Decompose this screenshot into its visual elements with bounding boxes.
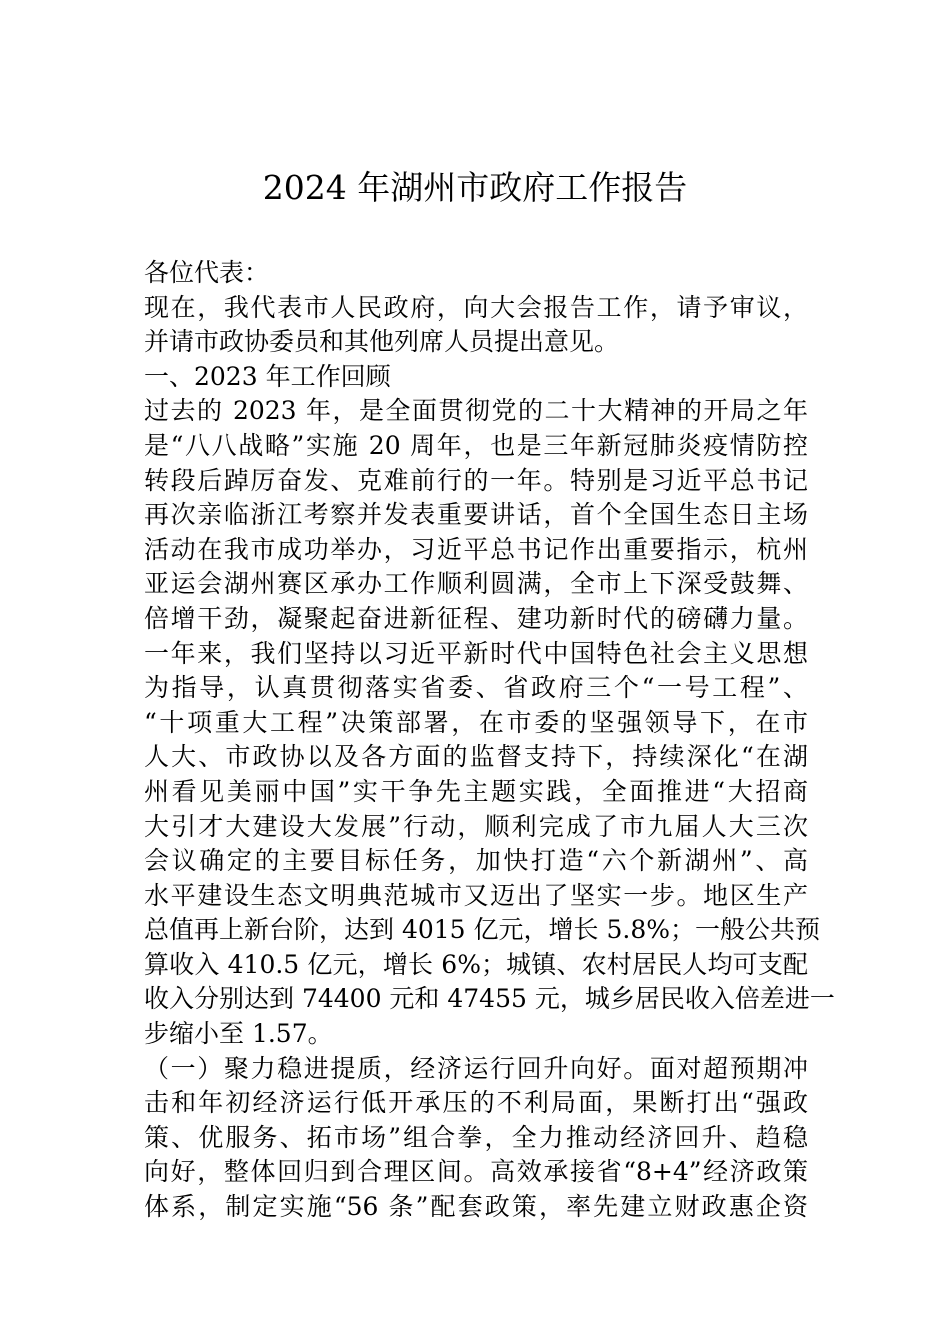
text-line: 倍增干劲，凝聚起奋进新征程、建功新时代的磅礴力量。 [144,603,808,633]
text-line: 总值再上新台阶，达到 4015 亿元，增长 5.8%；一般公共预 [144,915,820,945]
text-line: （一）聚力稳进提质，经济运行回升向好。面对超预期冲 [144,1053,808,1083]
text-line: 收入分别达到 74400 元和 47455 元，城乡居民收入倍差进一 [144,984,835,1014]
text-line: 一年来，我们坚持以习近平新时代中国特色社会主义思想 [144,638,808,668]
text-line: 人大、市政协以及各方面的监督支持下，持续深化“在湖 [144,742,808,772]
text-line: “十项重大工程”决策部署，在市委的坚强领导下，在市 [144,707,808,737]
text-line: 并请市政协委员和其他列席人员提出意见。 [144,327,620,357]
document-body [144,256,835,1225]
text-line: 是“八八战略”实施 20 周年，也是三年新冠肺炎疫情防控 [144,430,808,460]
text-line: 再次亲临浙江考察并发表重要讲话，首个全国生态日主场 [144,500,808,530]
text-line: 一、2023 年工作回顾 [144,361,391,391]
text-line: 击和年初经济运行低开承压的不利局面，果断打出“强政 [144,1088,808,1118]
text-line: 策、优服务、拓市场”组合拳，全力推动经济回升、趋稳 [144,1122,808,1152]
text-line: 向好，整体回归到合理区间。高效承接省“8+4”经济政策 [144,1157,808,1187]
document-title: 2024 年湖州市政府工作报告 [262,168,688,207]
text-line: 州看见美丽中国”实干争先主题实践，全面推进“大招商 [144,776,808,806]
text-line: 为指导，认真贯彻落实省委、省政府三个“一号工程”、 [144,673,808,703]
text-line: 各位代表： [144,258,270,287]
text-line: 活动在我市成功举办，习近平总书记作出重要指示，杭州 [144,534,808,564]
text-line: 会议确定的主要目标任务，加快打造“六个新湖州”、高 [144,846,808,876]
text-line: 大引才大建设大发展”行动，顺利完成了市九届人大三次 [144,811,808,841]
text-line: 过去的 2023 年，是全面贯彻党的二十大精神的开局之年 [144,396,808,426]
text-line: 现在，我代表市人民政府，向大会报告工作，请予审议， [144,292,808,322]
text-line: 水平建设生态文明典范城市又迈出了坚实一步。地区生产 [144,880,808,910]
text-line: 步缩小至 1.57。 [144,1019,333,1049]
text-line: 体系，制定实施“56 条”配套政策，率先建立财政惠企资 [144,1192,808,1222]
text-line: 亚运会湖州赛区承办工作顺利圆满，全市上下深受鼓舞、 [144,569,808,599]
text-line: 算收入 410.5 亿元，增长 6%；城镇、农村居民人均可支配 [144,949,808,979]
text-line: 转段后踔厉奋发、克难前行的一年。特别是习近平总书记 [144,465,808,495]
